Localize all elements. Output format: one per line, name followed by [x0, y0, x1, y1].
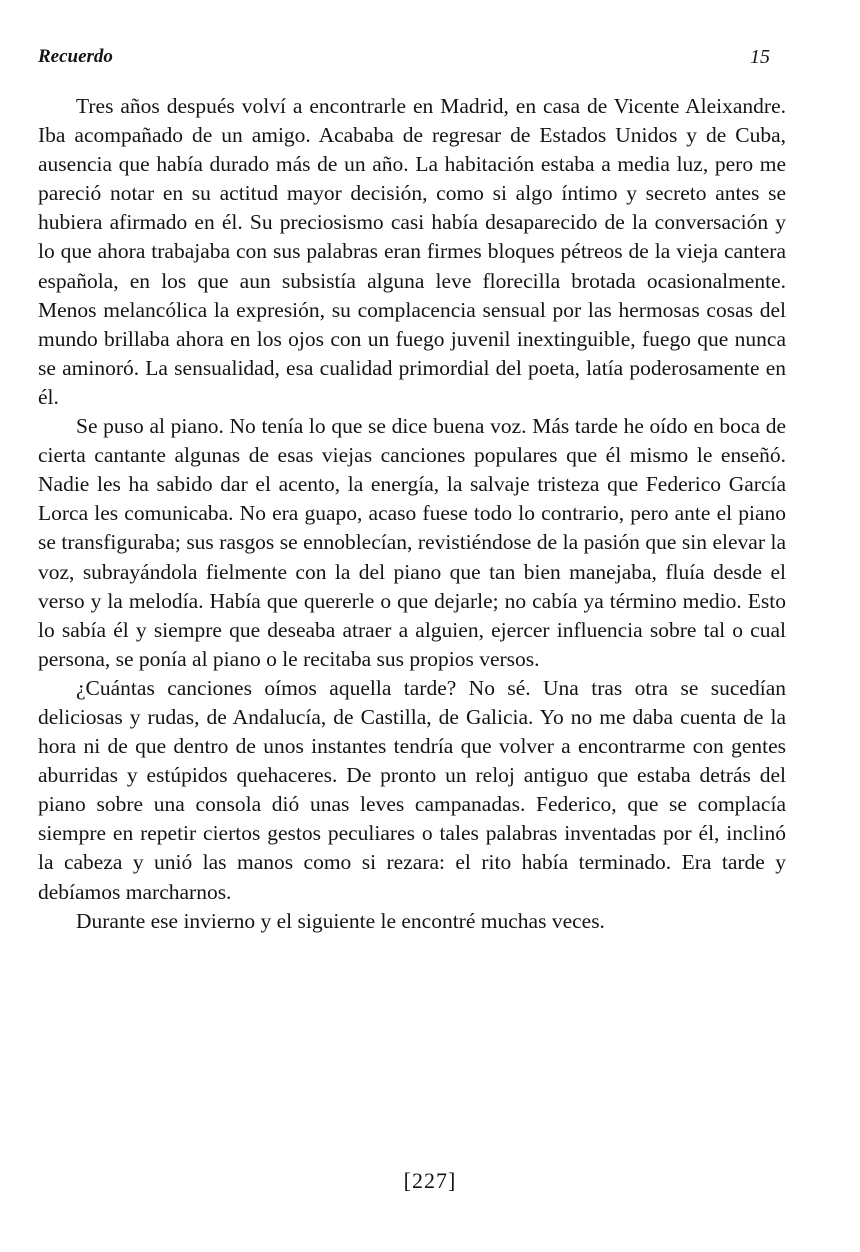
page-number: 15	[750, 46, 770, 68]
paragraph-3: ¿Cuántas canciones oímos aquella tarde? No sé. Una tras otra se sucedían deliciosas y rudas, de Andalucía, de Castilla, de Galicia. Yo no me daba cuenta de la hora ni de que dentro de unos instantes tendría que volver a encontrarme con gentes aburridas y estúpidos quehaceres. De pronto un reloj antiguo que estaba detrás del piano sobre una consola dió unas leves campanadas. Federico, que se complacía siempre en repetir ciertos gestos peculiares o tales palabras inventadas por él, inclinó la cabeza y unió las manos como si rezara: el rito había terminado. Era tarde y debíamos marcharnos.	[38, 675, 786, 904]
running-title: Recuerdo	[38, 46, 113, 67]
paragraph-4: Durante ese invierno y el siguiente le encontré muchas veces.	[76, 908, 605, 933]
body-text	[38, 92, 786, 936]
running-head	[38, 46, 770, 76]
folio: [227]	[403, 1168, 457, 1193]
paragraph-2: Se puso al piano. No tenía lo que se dice buena voz. Más tarde he oído en boca de cierta cantante algunas de esas viejas canciones populares que él mismo le enseñó. Nadie les ha sabido dar el acento, la energía, la salvaje tristeza que Federico García Lorca les comunicaba. No era guapo, acaso fuese todo lo contrario, pero ante el piano se transfiguraba; sus rasgos se ennoblecían, revistiéndose de la pasión que sin elevar la voz, subrayándola fielmente con la del piano que tan bien manejaba, fluía desde el verso y la melodía. Había que quererle o que dejarle; no cabía ya término medio. Esto lo sabía él y siempre que deseaba atraer a alguien, ejercer influencia sobre tal o cual persona, se ponía al piano o le recitaba sus propios versos.	[38, 414, 786, 671]
paragraph-1: Tres años después volví a encontrarle en Madrid, en casa de Vicente Aleixandre. Iba acompañado de un amigo. Acababa de regresar de Estados Unidos y de Cuba, ausencia que había durado más de un año. La habitación estaba a media luz, pero me pareció notar en su actitud mayor decisión, como si algo íntimo y secreto antes se hubiera afirmado en él. Su preciosismo casi había desaparecido de la conversación y lo que ahora trabajaba con sus palabras eran firmes bloques pétreos de la vieja cantera española, en los que aun subsistía alguna leve florecilla brotada ocasionalmente. Menos melancólica la expresión, su complacencia sensual por las hermosas cosas del mundo brillaba ahora en los ojos con un fuego juvenil inextinguible, fuego que nunca se aminoró. La sensualidad, esa cualidad primordial del poeta, latía poderosamente en él.	[38, 94, 786, 409]
